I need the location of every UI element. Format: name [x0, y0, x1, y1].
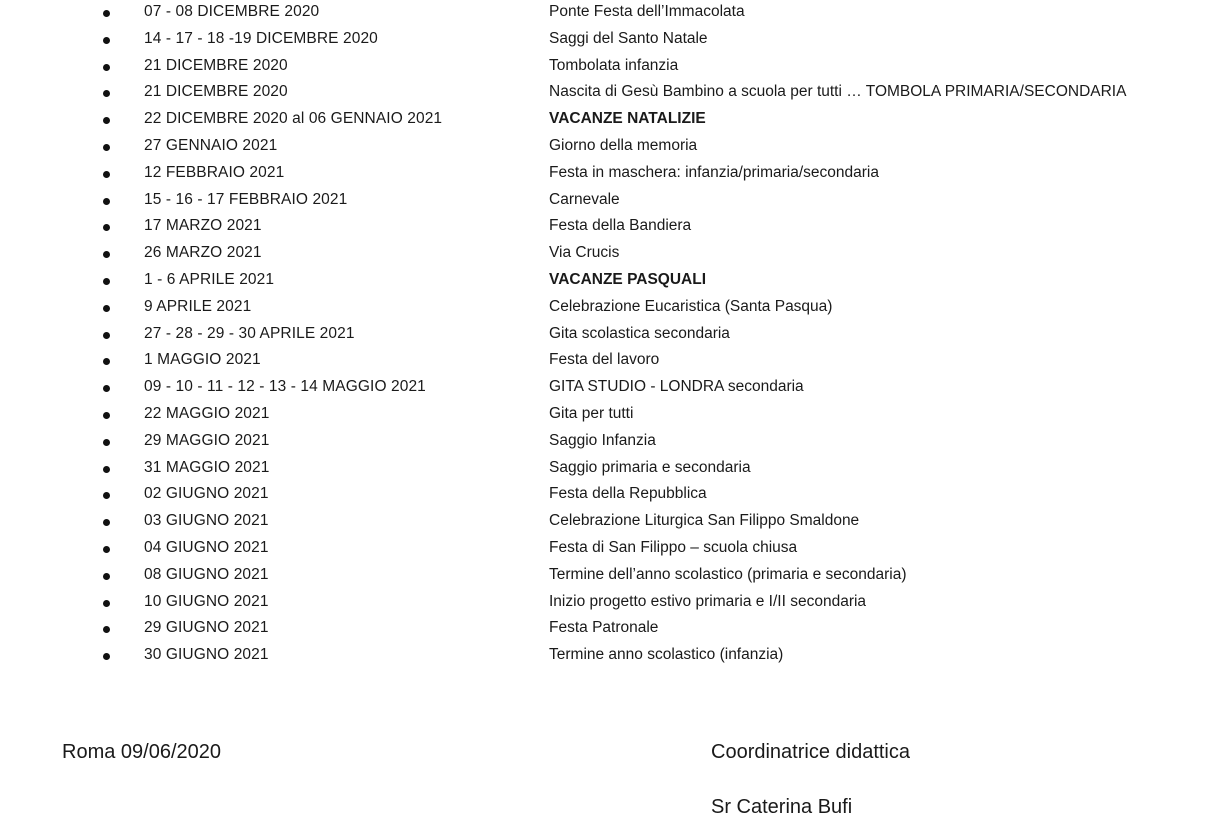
entry-event: Termine anno scolastico (infanzia): [549, 646, 784, 664]
bullet-icon: [103, 64, 110, 71]
entry-event: Tombolata infanzia: [549, 56, 679, 74]
entry-date: 1 MAGGIO 2021: [144, 351, 261, 369]
calendar-entry: [0, 616, 1220, 643]
entry-date: 14 - 17 - 18 -19 DICEMBRE 2020: [144, 29, 378, 47]
bullet-icon: [103, 10, 110, 17]
entry-date: 29 GIUGNO 2021: [144, 619, 269, 637]
entry-event: Festa di San Filippo – scuola chiusa: [549, 538, 798, 556]
calendar-entry: [0, 0, 1220, 27]
calendar-entry: [0, 107, 1220, 134]
entry-event: Festa Patronale: [549, 619, 659, 637]
entry-event: Inizio progetto estivo primaria e I/II secondaria: [549, 592, 867, 610]
bullet-icon: [103, 332, 110, 339]
entry-date: 29 MAGGIO 2021: [144, 431, 270, 449]
entry-event: Ponte Festa dell’Immacolata: [549, 3, 745, 20]
bullet-icon: [103, 117, 110, 124]
coordinator-name: Sr Caterina Bufi: [711, 796, 853, 818]
entry-event: Saggio primaria e secondaria: [549, 458, 751, 476]
calendar-entry: [0, 456, 1220, 483]
place-and-date: Roma 09/06/2020: [62, 741, 222, 763]
bullet-icon: [103, 305, 110, 312]
entry-event: VACANZE NATALIZIE: [549, 110, 706, 128]
calendar-entry: [0, 563, 1220, 590]
bullet-icon: [103, 385, 110, 392]
bullet-icon: [103, 198, 110, 205]
entry-event: Festa in maschera: infanzia/primaria/secondaria: [549, 163, 879, 181]
calendar-entry: [0, 295, 1220, 322]
calendar-entry: [0, 348, 1220, 375]
entry-event: Festa del lavoro: [549, 351, 660, 369]
entry-date: 08 GIUGNO 2021: [144, 565, 269, 583]
entry-date: 21 DICEMBRE 2020: [144, 83, 288, 101]
entry-date: 10 GIUGNO 2021: [144, 592, 269, 610]
entry-event: Saggi del Santo Natale: [549, 29, 708, 47]
entry-event: Celebrazione Liturgica San Filippo Smaldone: [549, 512, 860, 530]
entry-date: 17 MARZO 2021: [144, 217, 262, 235]
entry-event: VACANZE PASQUALI: [549, 270, 707, 288]
entry-event: Celebrazione Eucaristica (Santa Pasqua): [549, 297, 833, 315]
calendar-entry: [0, 161, 1220, 188]
calendar-entry: [0, 482, 1220, 509]
calendar-entry: [0, 536, 1220, 563]
calendar-entry: [0, 322, 1220, 349]
calendar-entry: [0, 643, 1220, 670]
bullet-icon: [103, 224, 110, 231]
bullet-icon: [103, 626, 110, 633]
calendar-entry: [0, 375, 1220, 402]
bullet-icon: [103, 492, 110, 499]
bullet-icon: [103, 171, 110, 178]
bullet-icon: [103, 90, 110, 97]
entry-date: 31 MAGGIO 2021: [144, 458, 270, 476]
calendar-entry: [0, 27, 1220, 54]
bullet-icon: [103, 600, 110, 607]
bullet-icon: [103, 439, 110, 446]
bullet-icon: [103, 519, 110, 526]
entry-event: Festa della Repubblica: [549, 485, 707, 503]
calendar-entry: [0, 509, 1220, 536]
entry-date: 22 MAGGIO 2021: [144, 404, 270, 422]
entry-date: 27 - 28 - 29 - 30 APRILE 2021: [144, 324, 355, 342]
calendar-entry: [0, 134, 1220, 161]
bullet-icon: [103, 278, 110, 285]
entry-date: 27 GENNAIO 2021: [144, 136, 278, 154]
entry-date: 30 GIUGNO 2021: [144, 646, 269, 664]
entry-date: 04 GIUGNO 2021: [144, 538, 269, 556]
entry-date: 12 FEBBRAIO 2021: [144, 163, 285, 181]
entry-date: 21 DICEMBRE 2020: [144, 56, 288, 74]
calendar-entry: [0, 402, 1220, 429]
entry-date: 07 - 08 DICEMBRE 2020: [144, 3, 320, 20]
bullet-icon: [103, 251, 110, 258]
calendar-entry: [0, 429, 1220, 456]
entry-event: Saggio Infanzia: [549, 431, 656, 449]
bullet-icon: [103, 573, 110, 580]
entry-event: Giorno della memoria: [549, 136, 698, 154]
entry-date: 26 MARZO 2021: [144, 244, 262, 262]
calendar-entry: [0, 214, 1220, 241]
entry-date: 9 APRILE 2021: [144, 297, 252, 315]
bullet-icon: [103, 466, 110, 473]
bullet-icon: [103, 546, 110, 553]
entry-date: 09 - 10 - 11 - 12 - 13 - 14 MAGGIO 2021: [144, 378, 426, 396]
entry-event: GITA STUDIO - LONDRA secondaria: [549, 378, 804, 396]
entry-date: 1 - 6 APRILE 2021: [144, 270, 275, 288]
entry-date: 03 GIUGNO 2021: [144, 512, 269, 530]
bullet-icon: [103, 412, 110, 419]
calendar-entry: [0, 80, 1220, 107]
bullet-icon: [103, 358, 110, 365]
entry-event: Via Crucis: [549, 244, 620, 262]
bullet-icon: [103, 653, 110, 660]
calendar-entry: [0, 188, 1220, 215]
entry-event: Termine dell’anno scolastico (primaria e secondaria): [549, 565, 907, 583]
entry-event: Gita scolastica secondaria: [549, 324, 730, 342]
entry-event: Gita per tutti: [549, 404, 634, 422]
bullet-icon: [103, 144, 110, 151]
coordinator-role: Coordinatrice didattica: [711, 741, 910, 763]
calendar-entry: [0, 241, 1220, 268]
entry-event: Nascita di Gesù Bambino a scuola per tutti … TOMBOLA PRIMARIA/SECONDARIA: [549, 83, 1127, 101]
entry-event: Carnevale: [549, 190, 620, 208]
calendar-entry: [0, 268, 1220, 295]
entry-event: Festa della Bandiera: [549, 217, 692, 235]
bullet-icon: [103, 37, 110, 44]
entry-date: 02 GIUGNO 2021: [144, 485, 269, 503]
calendar-entry: [0, 590, 1220, 617]
entry-date: 22 DICEMBRE 2020 al 06 GENNAIO 2021: [144, 110, 443, 128]
entry-date: 15 - 16 - 17 FEBBRAIO 2021: [144, 190, 348, 208]
calendar-entry: [0, 54, 1220, 81]
